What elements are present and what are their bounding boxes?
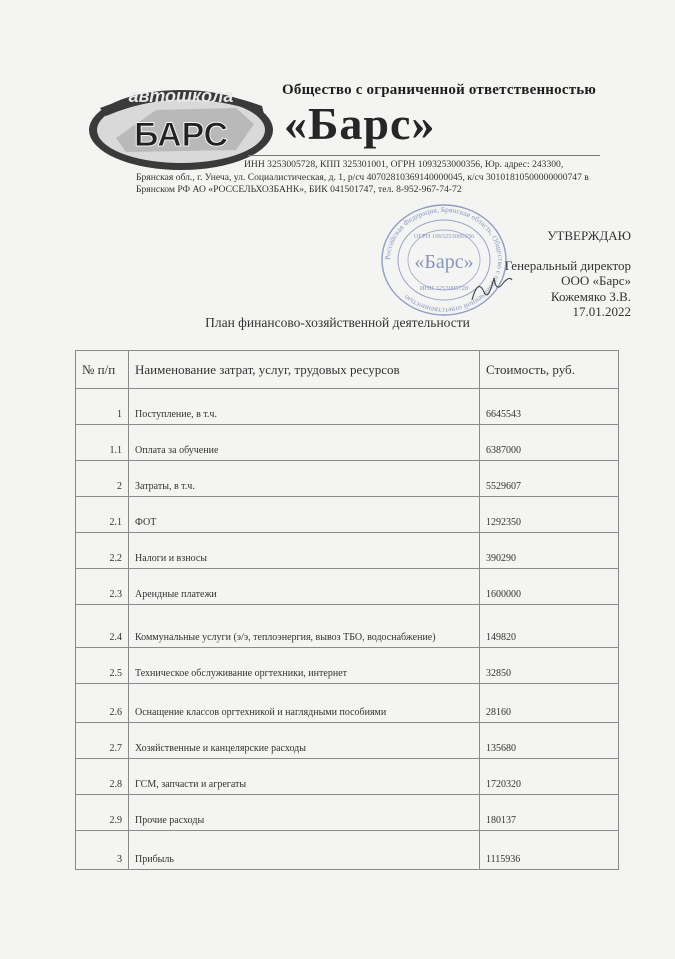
row-number: 1	[76, 389, 129, 425]
row-name: Техническое обслуживание оргтехники, интернет	[129, 648, 480, 684]
row-number: 2.6	[76, 684, 129, 723]
table-row	[76, 684, 619, 723]
table-row	[76, 831, 619, 870]
approval-name: Кожемяко З.В.	[550, 288, 631, 304]
company-subtitle: Общество с ограниченной ответственностью	[282, 82, 597, 98]
header-name: Наименование затрат, услуг, трудовых ресурсов	[129, 351, 480, 389]
row-name: Прочие расходы	[129, 795, 480, 831]
row-name: Затраты, в т.ч.	[129, 461, 480, 497]
logo-main-text: БАРС	[133, 116, 229, 154]
row-number: 2.9	[76, 795, 129, 831]
row-cost: 390290	[480, 533, 619, 569]
row-cost: 1600000	[480, 569, 619, 605]
company-name: «Барс»	[284, 98, 436, 149]
row-number: 2.1	[76, 497, 129, 533]
row-cost: 1115936	[480, 831, 619, 870]
row-cost: 6645543	[480, 389, 619, 425]
seal-ring-text: Российская Федерация, Брянская область, Общество с ограниченной ответственностью	[382, 204, 506, 316]
row-number: 2.2	[76, 533, 129, 569]
row-name: Хозяйственные и канцелярские расходы	[129, 723, 480, 759]
row-name: Прибыль	[129, 831, 480, 870]
row-cost: 32850	[480, 648, 619, 684]
row-name: Оплата за обучение	[129, 425, 480, 461]
row-cost: 1292350	[480, 497, 619, 533]
table-row	[76, 759, 619, 795]
table-row	[76, 533, 619, 569]
table-row	[76, 425, 619, 461]
logo-top-text: автошкола	[128, 86, 234, 106]
approval-org: ООО «Барс»	[561, 273, 631, 288]
company-requisites	[136, 159, 606, 197]
approval-block	[505, 228, 631, 320]
approval-date: 17.01.2022	[572, 304, 631, 319]
requisites-line-1: ИНН 3253005728, КПП 325301001, ОГРН 1093253000356, Юр. адрес: 243300,	[244, 159, 564, 170]
requisites-line-2: Брянская обл., г. Унеча, ул. Социалистическая, д. 1, р/сч 40702810369140000045, к/сч 30101810500000000747 в	[136, 171, 589, 183]
table-row	[76, 605, 619, 648]
table-header-row	[76, 351, 619, 389]
row-cost: 1720320	[480, 759, 619, 795]
row-cost: 135680	[480, 723, 619, 759]
header-cost: Стоимость, руб.	[480, 351, 619, 389]
row-number: 2.7	[76, 723, 129, 759]
table-row	[76, 461, 619, 497]
row-number: 2.5	[76, 648, 129, 684]
row-number: 3	[76, 831, 129, 870]
row-cost: 28160	[480, 684, 619, 723]
row-cost: 180137	[480, 795, 619, 831]
row-name: Налоги и взносы	[129, 533, 480, 569]
row-cost: 6387000	[480, 425, 619, 461]
row-cost: 149820	[480, 605, 619, 648]
row-name: ФОТ	[129, 497, 480, 533]
row-name: Поступление, в т.ч.	[129, 389, 480, 425]
row-name: Оснащение классов оргтехникой и наглядными пособиями	[129, 684, 480, 723]
table-row	[76, 389, 619, 425]
row-number: 2.3	[76, 569, 129, 605]
row-name: ГСМ, запчасти и агрегаты	[129, 759, 480, 795]
financial-plan-table	[75, 350, 619, 870]
row-name: Арендные платежи	[129, 569, 480, 605]
row-number: 2.4	[76, 605, 129, 648]
approval-title: УТВЕРЖДАЮ	[547, 228, 631, 243]
row-number: 1.1	[76, 425, 129, 461]
table-row	[76, 569, 619, 605]
row-number: 2.8	[76, 759, 129, 795]
row-number: 2	[76, 461, 129, 497]
header-number: № п/п	[76, 351, 129, 389]
seal-inner-top: ОГРН 1093253000356	[413, 233, 475, 240]
row-cost: 5529607	[480, 461, 619, 497]
table-row	[76, 723, 619, 759]
approval-position: Генеральный директор	[504, 257, 631, 273]
table-row	[76, 497, 619, 533]
row-name: Коммунальные услуги (э/э, теплоэнергия, вывоз ТБО, водоснабжение)	[129, 605, 480, 648]
seal-inner-bottom: ИНН 3253005728	[419, 285, 469, 292]
requisites-line-3: Брянском РФ АО «РОССЕЛЬХОЗБАНК», БИК 041501747, тел. 8-952-967-74-72	[136, 184, 462, 195]
table-row	[76, 648, 619, 684]
company-seal	[374, 200, 514, 320]
table-row	[76, 795, 619, 831]
seal-center-text: «Барс»	[414, 251, 474, 273]
header-divider	[248, 155, 600, 156]
plan-title: План финансово-хозяйственной деятельности	[205, 315, 470, 330]
